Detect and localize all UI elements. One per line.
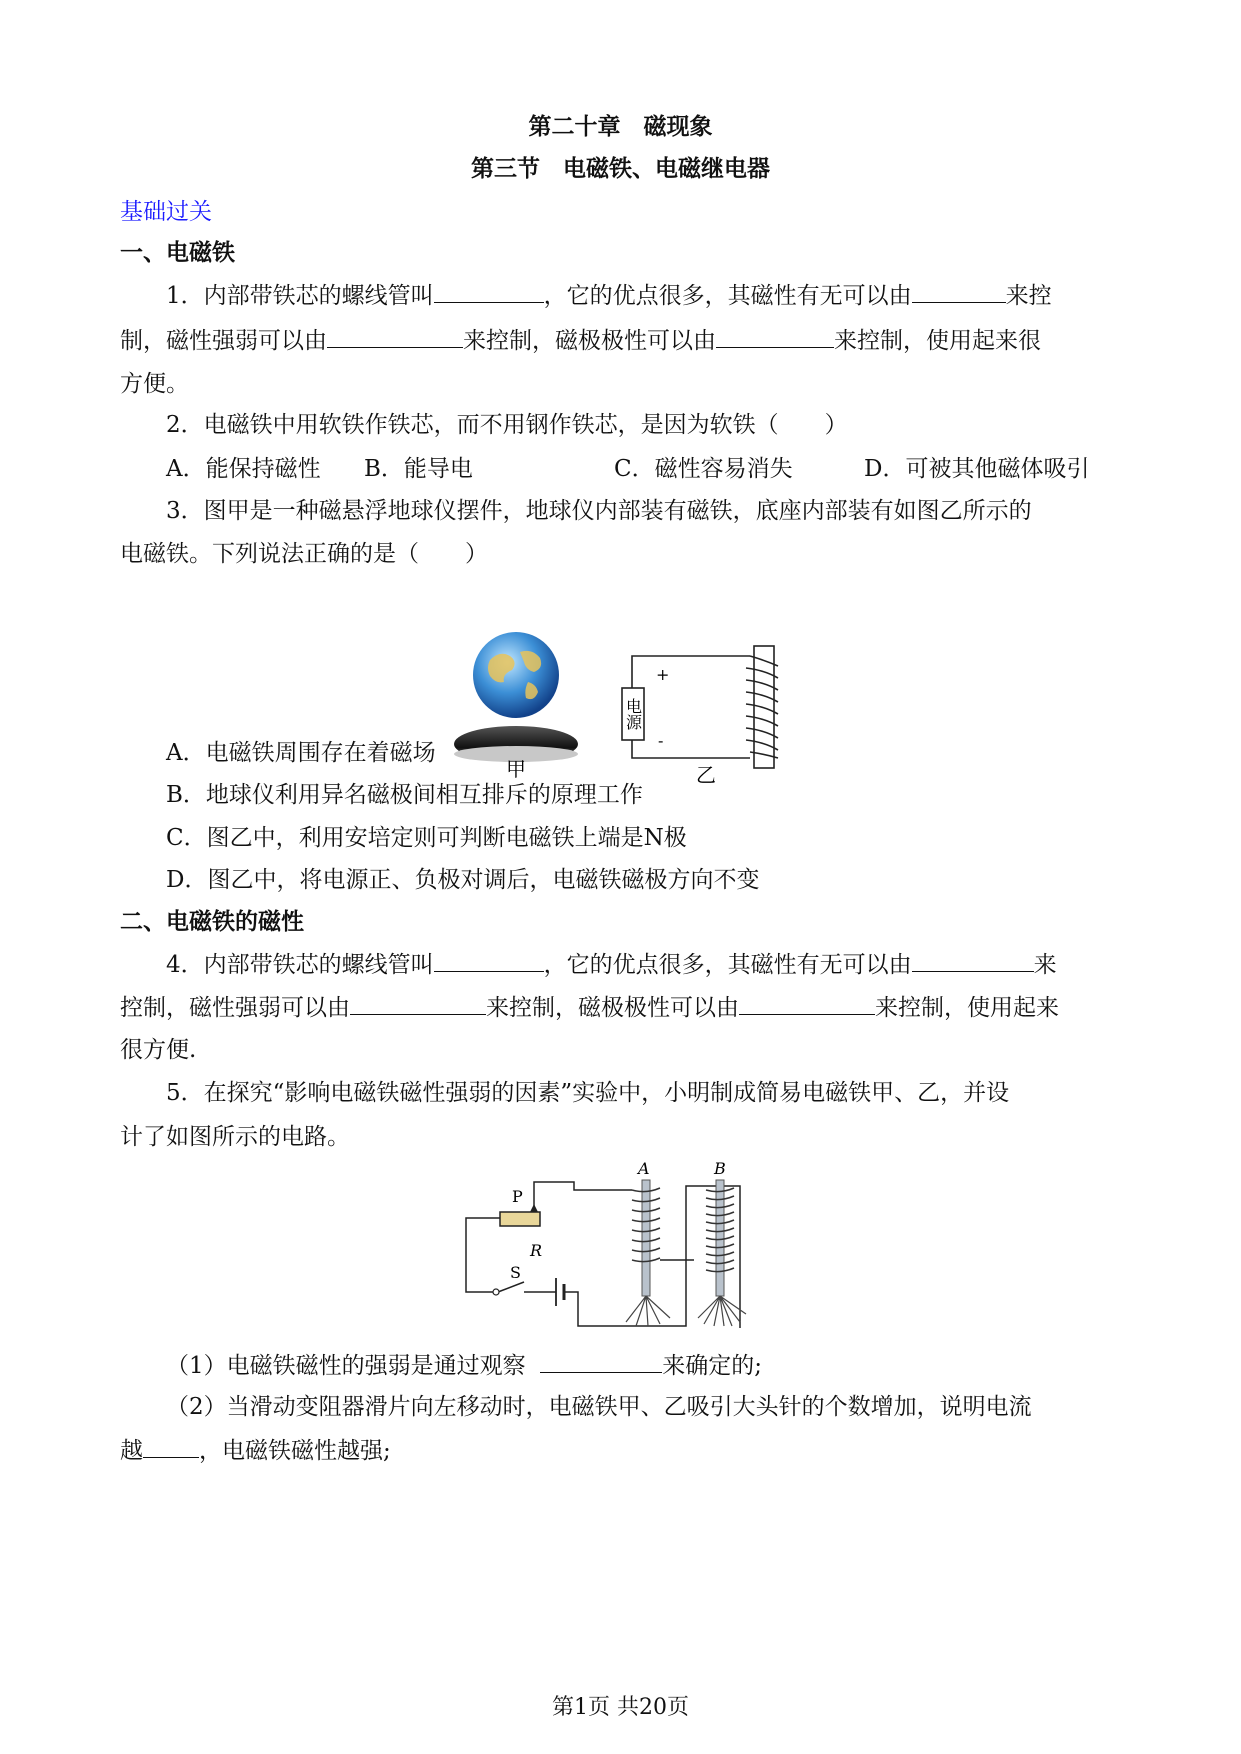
- circuit-wire-bottom: [632, 732, 750, 758]
- q1-blank-2[interactable]: [912, 276, 1006, 303]
- globe-sphere: [473, 632, 559, 718]
- q1-text-b: ，它的优点很多，其磁性有无可以由: [543, 283, 912, 309]
- q1-line2: [120, 321, 1041, 355]
- q5-circuit-figure: [460, 1160, 780, 1340]
- power-source-label: 电源: [623, 698, 643, 730]
- nail-a-pins: [626, 1296, 670, 1326]
- minus-sign: -: [658, 731, 664, 750]
- q2-option-b[interactable]: B．能导电: [364, 456, 473, 482]
- q5-sub2-blank[interactable]: [143, 1431, 199, 1458]
- electromagnet-circuit-figure: [620, 640, 790, 790]
- q2-stem: 2．电磁铁中用软铁作铁芯，而不用钢作铁芯，是因为软铁（ ）: [166, 412, 848, 438]
- q4-blank-4[interactable]: [739, 988, 875, 1015]
- nail-a-shank: [642, 1180, 650, 1296]
- label-b: B: [714, 1160, 726, 1178]
- circuit-wire: [632, 656, 750, 696]
- page-footer: 第1页 共20页: [552, 1695, 689, 1720]
- q1-text-e: 来控制，磁极极性可以由: [463, 328, 716, 354]
- category-label: 基础过关: [120, 199, 212, 225]
- q4-text-c: 来: [1033, 952, 1057, 978]
- wire-top: [534, 1182, 632, 1208]
- part1-heading: 一、电磁铁: [120, 240, 235, 266]
- q4-blank-1[interactable]: [434, 945, 544, 972]
- switch-pivot: [493, 1289, 499, 1295]
- q5-line2: 计了如图所示的电路。: [120, 1124, 350, 1150]
- q1-line1: [166, 276, 1052, 310]
- q4-line2: [120, 988, 1059, 1022]
- q1-blank-4[interactable]: [716, 321, 834, 348]
- q5-line1: 5．在探究“影响电磁铁磁性强弱的因素”实验中，小明制成简易电磁铁甲、乙，并设: [166, 1080, 1010, 1106]
- q1-text-g: 方便。: [120, 371, 189, 397]
- switch-arm: [498, 1282, 524, 1292]
- q5-sub1-text-a: （1）电磁铁磁性的强弱是通过观察: [166, 1353, 526, 1379]
- rheostat-slider-arrow: [530, 1204, 538, 1212]
- nail-b-pins: [698, 1296, 746, 1326]
- q3-line2: 电磁铁。下列说法正确的是（ ）: [120, 541, 488, 567]
- q4-text-a: 4．内部带铁芯的螺线管叫: [166, 952, 434, 978]
- q5-sub2-line2: [120, 1431, 391, 1465]
- label-s: S: [510, 1263, 521, 1282]
- globe-figure: [450, 630, 590, 780]
- plus-sign: +: [656, 665, 670, 684]
- q3-option-d[interactable]: D．图乙中，将电源正、负极对调后，电磁铁磁极方向不变: [166, 867, 760, 893]
- q1-blank-1[interactable]: [434, 276, 544, 303]
- label-a: A: [638, 1160, 650, 1178]
- nail-b-shank: [716, 1180, 724, 1296]
- part2-heading: 二、电磁铁的磁性: [120, 909, 304, 935]
- q2-option-d[interactable]: D．可被其他磁体吸引: [864, 456, 1090, 482]
- section-title: 第三节 电磁铁、电磁继电器: [471, 156, 770, 182]
- q4-text-g: 很方便.: [120, 1037, 197, 1063]
- q5-sub2-text-b: 越: [120, 1438, 143, 1464]
- rheostat-body: [500, 1212, 540, 1226]
- q4-text-d: 控制，磁性强弱可以由: [120, 995, 350, 1021]
- q1-text-c: 来控: [1005, 283, 1052, 309]
- q4-blank-3[interactable]: [350, 988, 486, 1015]
- fig-label-jia: 甲: [506, 757, 526, 780]
- q3-line1: 3．图甲是一种磁悬浮地球仪摆件，地球仪内部装有磁铁，底座内部装有如图乙所示的: [166, 498, 1032, 524]
- chapter-title: 第二十章 磁现象: [528, 114, 713, 140]
- label-r: R: [530, 1241, 543, 1260]
- q3-option-c[interactable]: C．图乙中，利用安培定则可判断电磁铁上端是N极: [166, 825, 687, 851]
- q5-sub2-line1: （2）当滑动变阻器滑片向左移动时，电磁铁甲、乙吸引大头针的个数增加，说明电流: [166, 1394, 1032, 1420]
- q4-blank-2[interactable]: [912, 945, 1034, 972]
- q5-sub1-text-b: 来确定的;: [662, 1353, 763, 1379]
- q1-blank-3[interactable]: [327, 321, 463, 348]
- q4-line1: [166, 945, 1057, 979]
- q5-sub1-blank[interactable]: [540, 1346, 662, 1373]
- q1-text-f: 来控制，使用起来很: [834, 328, 1041, 354]
- q5-sub2-text-c: ，电磁铁磁性越强;: [199, 1438, 391, 1464]
- q3-option-b[interactable]: B．地球仪利用异名磁极间相互排斥的原理工作: [166, 782, 643, 808]
- fig-label-yi: 乙: [696, 763, 716, 787]
- q4-text-e: 来控制，磁极极性可以由: [486, 995, 739, 1021]
- q4-text-f: 来控制，使用起来: [875, 995, 1059, 1021]
- q4-text-b: ，它的优点很多，其磁性有无可以由: [543, 952, 912, 978]
- label-p: P: [512, 1187, 523, 1206]
- q5-sub1: [166, 1346, 762, 1380]
- q2-option-c[interactable]: C．磁性容易消失: [614, 456, 793, 482]
- q1-text-d: 制，磁性强弱可以由: [120, 328, 327, 354]
- q1-text-a: 1．内部带铁芯的螺线管叫: [166, 283, 434, 309]
- q3-option-a[interactable]: A．电磁铁周围存在着磁场: [166, 740, 436, 766]
- q2-option-a[interactable]: A．能保持磁性: [166, 456, 321, 482]
